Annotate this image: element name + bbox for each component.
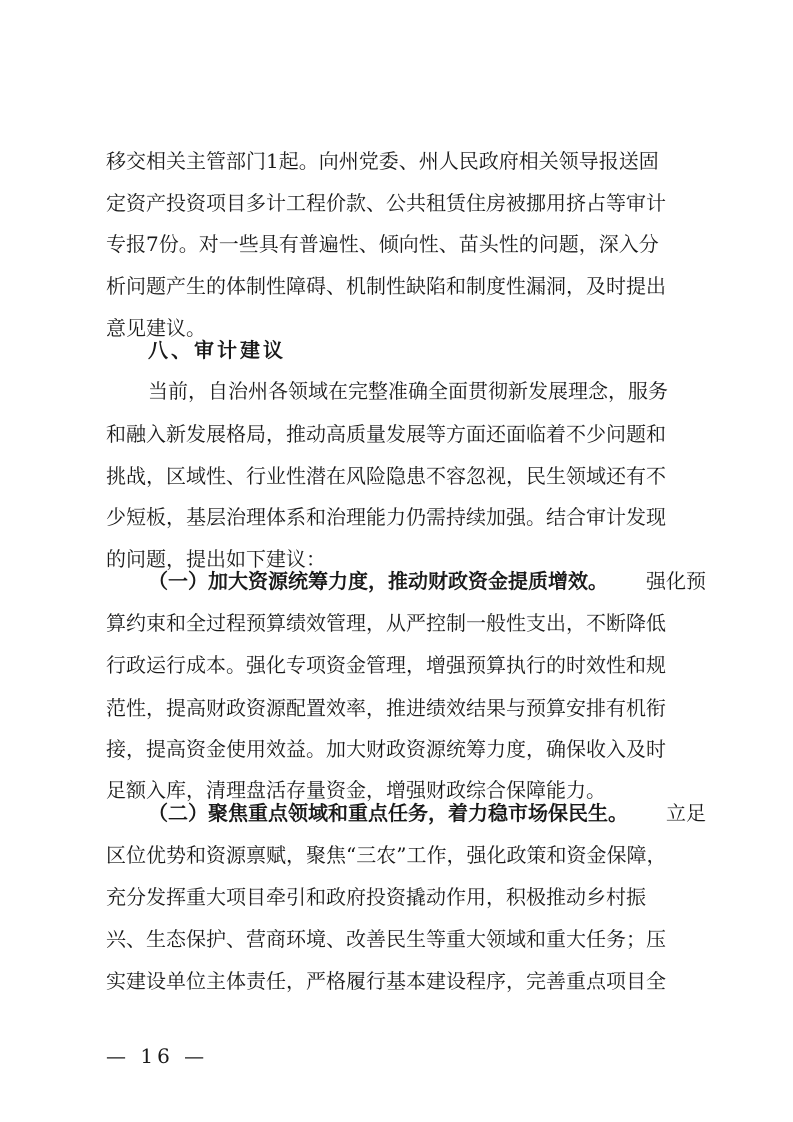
body-line: 移交相关主管部门1起。向州党委、州人民政府相关领导报送固 xyxy=(106,149,659,173)
body-line: 充分发挥重大项目牵引和政府投资撬动作用，积极推动乡村振 xyxy=(106,885,646,909)
body-line: 挑战，区域性、行业性潜在风险隐患不容忽视，民生领域还有不 xyxy=(106,464,666,488)
suggestion-1-first-line-rest: 强化预 xyxy=(646,569,706,593)
body-line: 当前，自治州各领域在完整准确全面贯彻新发展理念，服务 xyxy=(148,379,668,403)
body-line: 析问题产生的体制性障碍、机制性缺陷和制度性漏洞，及时提出 xyxy=(106,274,666,298)
body-line: 足额入库，清理盘活存量资金，增强财政综合保障能力。 xyxy=(106,778,606,802)
body-line: 实建设单位主体责任，严格履行基本建设程序，完善重点项目全 xyxy=(106,969,666,993)
body-line: 兴、生态保护、营商环境、改善民生等重大领域和重大任务；压 xyxy=(106,927,666,951)
suggestion-1-first-line xyxy=(148,561,706,601)
body-line: 区位优势和资源禀赋，聚焦“三农”工作，强化政策和资金保障， xyxy=(106,843,667,867)
suggestion-2-first-line-rest: 立足 xyxy=(666,801,706,825)
suggestion-1-heading: （一）加大资源统筹力度，推动财政资金提质增效。 xyxy=(148,569,608,593)
body-line: 行政运行成本。强化专项资金管理，增强预算执行的时效性和规 xyxy=(106,653,666,677)
body-line: 接，提高资金使用效益。加大财政资源统筹力度，确保收入及时 xyxy=(106,737,666,761)
body-line: 的问题，提出如下建议： xyxy=(106,547,326,571)
suggestion-2-heading: （二）聚焦重点领域和重点任务，着力稳市场保民生。 xyxy=(148,801,628,825)
body-line: 专报7份。对一些具有普遍性、倾向性、苗头性的问题，深入分 xyxy=(106,232,659,256)
body-line: 少短板，基层治理体系和治理能力仍需持续加强。结合审计发现 xyxy=(106,505,666,529)
suggestion-2-first-line xyxy=(148,793,706,833)
page-number: — 16 — xyxy=(106,1044,209,1068)
body-line: 和融入新发展格局，推动高质量发展等方面还面临着不少问题和 xyxy=(106,422,666,446)
body-line: 定资产投资项目多计工程价款、公共租赁住房被挪用挤占等审计 xyxy=(106,191,666,215)
section-heading: 八、审计建议 xyxy=(148,338,286,362)
body-line: 意见建议。 xyxy=(106,316,206,340)
body-line: 算约束和全过程预算绩效管理，从严控制一般性支出，不断降低 xyxy=(106,611,666,635)
body-line: 范性，提高财政资源配置效率，推进绩效结果与预算安排有机衔 xyxy=(106,696,666,720)
